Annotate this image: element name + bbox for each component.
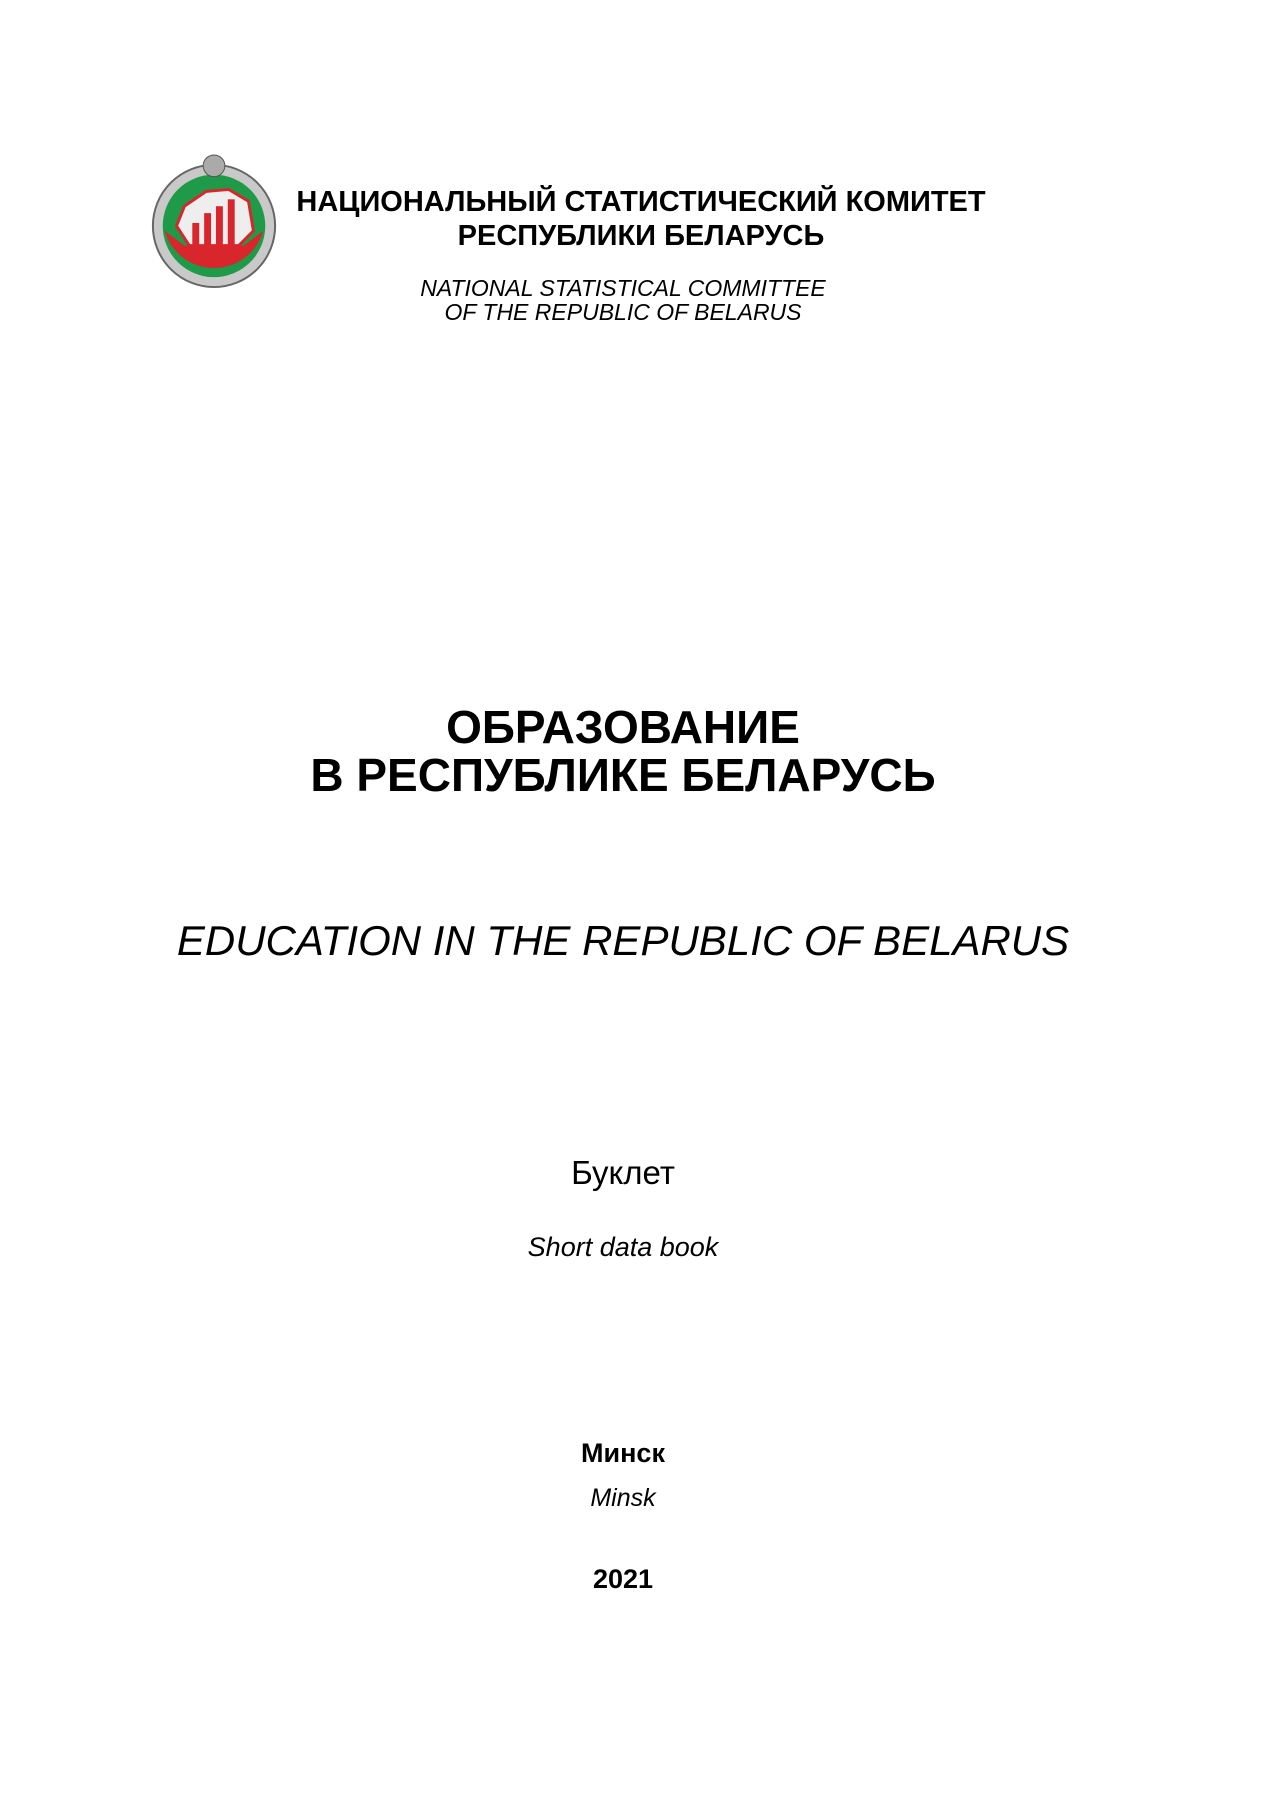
org-name-en-line2: OF THE REPUBLIC OF BELARUS xyxy=(444,299,802,325)
title-en: EDUCATION IN THE REPUBLIC OF BELARUS xyxy=(176,917,1070,964)
place-en: Minsk xyxy=(590,1484,656,1512)
org-name-ru-line2: РЕСПУБЛИКИ БЕЛАРУСЬ xyxy=(457,220,825,252)
title-ru-line1: ОБРАЗОВАНИЕ xyxy=(446,701,800,753)
publication-year: 2021 xyxy=(592,1564,654,1594)
statistics-committee-logo xyxy=(145,152,283,290)
place-ru: Минск xyxy=(581,1438,665,1468)
title-ru-line2: В РЕСПУБЛИКЕ БЕЛАРУСЬ xyxy=(310,749,936,801)
publication-type-ru: Буклет xyxy=(571,1154,675,1191)
org-name-ru-line1: НАЦИОНАЛЬНЫЙ СТАТИСТИЧЕСКИЙ КОМИТЕТ xyxy=(296,186,986,218)
org-name-en-line1: NATIONAL STATISTICAL COMMITTEE xyxy=(420,275,826,301)
publication-type-en: Short data book xyxy=(527,1232,719,1262)
